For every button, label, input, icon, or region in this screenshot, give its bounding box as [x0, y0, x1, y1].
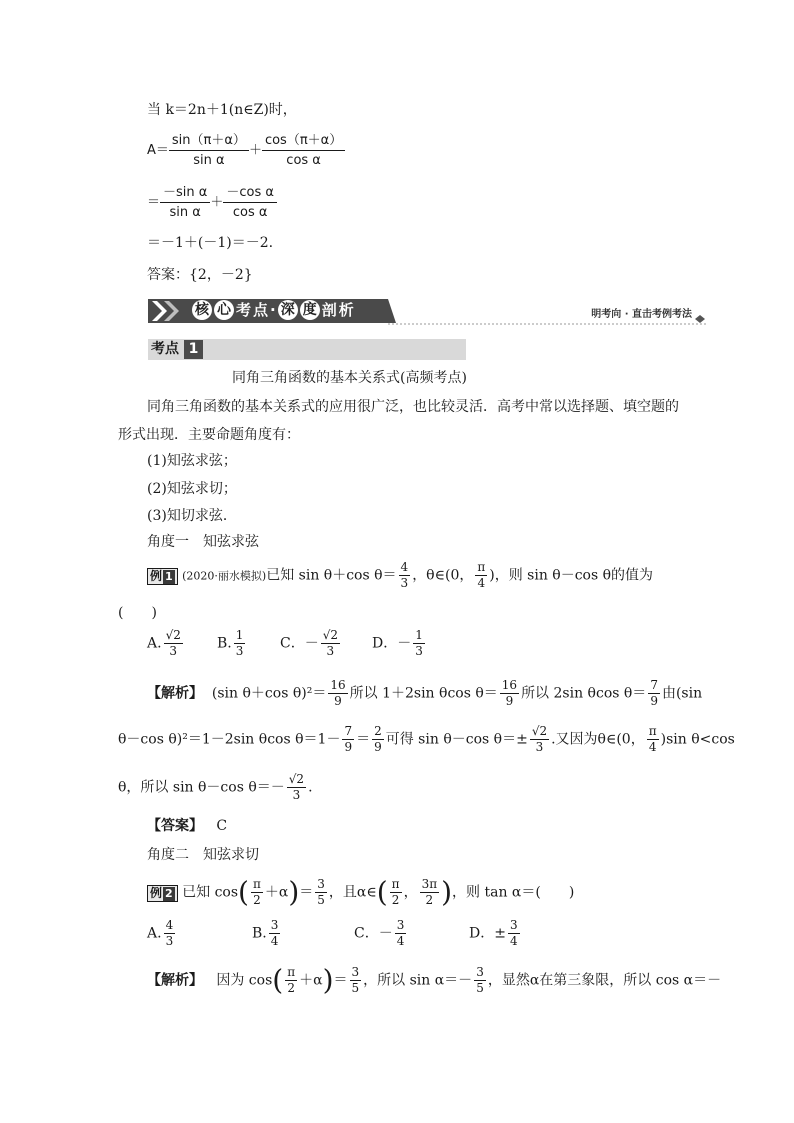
banner-char: 析	[338, 301, 354, 319]
fraction: $\frac{7}{9}$	[650, 678, 658, 708]
example1-blank: ( )	[118, 605, 157, 621]
fraction: $\frac{\pi}{4}$	[477, 560, 486, 590]
fraction: $\frac{1}{3}$	[235, 628, 244, 658]
section-title: 同角三角函数的基本关系式(高频考点)	[232, 370, 467, 386]
fraction: $\frac{3}{5}$	[317, 877, 325, 907]
step2-expression: ＝ $\frac{\text{－sin α}}{\text{sin α}}$ ＋ $\frac{\text{－cos α}}{\text{cos α}}$	[147, 183, 277, 222]
solution1-line1: 【解析】 (sin θ＋cos θ)²＝ $\frac{16}{9}$ 所以 1＋2sin θcos θ＝ $\frac{16}{9}$ 所以 2sin θcos θ＝ $\frac{7}{9}$ 由(sin	[147, 678, 703, 708]
daan-value: C	[216, 818, 228, 834]
option-A[interactable]: A. $\frac{√2}{3}$	[147, 628, 181, 658]
fraction: $\frac{1}{3}$	[415, 628, 423, 658]
option-D[interactable]: D．－ $\frac{1}{3}$	[372, 628, 423, 658]
angle-item: (1)知弦求弦；	[147, 453, 237, 469]
fraction: $\frac{2}{9}$	[374, 724, 382, 754]
intro-line-2: 形式出现．主要命题角度有：	[118, 427, 300, 443]
fraction: $\frac{\cos(\pi+\alpha)}{\text{cos α}}$	[262, 131, 345, 170]
fraction: $\frac{4}{3}$	[165, 918, 174, 948]
fraction: $\frac{3}{5}$	[351, 965, 360, 995]
fraction: $\frac{\sin(\pi+\alpha)}{\text{sin α}}$	[169, 131, 249, 170]
option-A[interactable]: A. $\frac{4}{3}$	[147, 918, 174, 948]
example2-question: 例 2 已知 cos( $\frac{\pi}{2}$ ＋α)＝ $\frac{3}{5}$ ，且α∈( $\frac{\pi}{2}$ ， $\frac{3\pi}{2}$ )，则 tan α＝( )	[147, 877, 574, 908]
fraction: $\frac{√2}{3}$	[165, 628, 181, 658]
answer1-line	[147, 817, 227, 835]
kaodian-bar	[148, 339, 466, 360]
option-C[interactable]: C．－ $\frac{3}{4}$	[354, 918, 405, 948]
section-banner	[148, 297, 708, 325]
fraction: $\frac{\pi}{4}$	[648, 724, 657, 754]
option-D[interactable]: D．± $\frac{3}{4}$	[469, 918, 518, 948]
A-eq: A＝	[147, 143, 169, 158]
example-tag: 例 1	[147, 568, 178, 585]
step3-line: ＝－1＋(－1)＝－2.	[147, 235, 274, 251]
A-expression: A＝ $\frac{\sin(\pi+\alpha)}{\text{sin α}}$ ＋ $\frac{\cos(\pi+\alpha)}{\text{cos α}}$	[147, 131, 345, 170]
fraction: $\frac{7}{9}$	[344, 724, 353, 754]
fraction: $\frac{4}{3}$	[400, 560, 409, 590]
banner-char: 度	[300, 300, 320, 320]
answer-line: 答案：{2，－2}	[147, 267, 253, 283]
banner-title	[192, 300, 354, 320]
banner-char: 核	[192, 300, 212, 320]
fraction: $\frac{3}{5}$	[476, 965, 484, 995]
angle-item: (2)知弦求切；	[147, 481, 237, 497]
fraction: $\frac{\text{－sin α}}{\text{sin α}}$	[160, 183, 210, 222]
example1-question: 例 1 (2020·丽水模拟)已知 sin θ＋cos θ＝ $\frac{4}{3}$ ，θ∈(0， $\frac{\pi}{4}$ )，则 sin θ－cos θ的值为	[147, 560, 653, 591]
option-C[interactable]: C．－ $\frac{√2}{3}$	[280, 628, 338, 658]
angle-item: (3)知切求弦．	[147, 508, 237, 524]
fraction: $\frac{16}{9}$	[501, 678, 518, 708]
jiexi-label: 【解析】	[147, 972, 203, 989]
case-line: 当 k＝2n＋1(n∈Z)时，	[147, 102, 297, 118]
banner-char: ·	[270, 301, 276, 319]
banner-char: 深	[278, 300, 298, 320]
option-B[interactable]: B. $\frac{1}{3}$	[217, 628, 244, 658]
fraction: $\frac{\text{－cos α}}{\text{cos α}}$	[223, 183, 277, 222]
fraction: $\frac{3}{4}$	[270, 918, 279, 948]
banner-char: 点	[253, 301, 269, 319]
fraction: $\frac{√2}{3}$	[288, 772, 305, 802]
angle2-title: 角度二 知弦求切	[147, 847, 259, 863]
banner-char: 剖	[321, 301, 337, 319]
fraction: $\frac{\pi}{2}$	[252, 877, 261, 907]
fraction: $\frac{\pi}{2}$	[287, 965, 296, 995]
fraction: $\frac{3}{4}$	[396, 918, 405, 948]
fraction: $\frac{3}{4}$	[509, 918, 518, 948]
solution1-line3: θ，所以 sin θ－cos θ＝－ $\frac{√2}{3}$ .	[118, 772, 313, 802]
fraction: $\frac{√2}{3}$	[322, 628, 338, 658]
solution2-line1: 【解析】 因为 cos( $\frac{\pi}{2}$ ＋α)＝ $\frac{3}{5}$ ，所以 sin α＝－ $\frac{3}{5}$ ，显然α在第三象限，所以 cos α＝－	[147, 963, 722, 997]
example-tag: 例 2	[147, 885, 178, 902]
intro-line-1: 同角三角函数的基本关系式的应用很广泛，也比较灵活．高考中常以选择题、填空题的	[147, 399, 679, 415]
fraction: $\frac{√2}{3}$	[531, 724, 548, 754]
solution1-line2: θ－cos θ)²＝1－2sin θcos θ＝1－ $\frac{7}{9}$ ＝ $\frac{2}{9}$ 可得 sin θ－cos θ＝± $\frac{√2}{3}$ .又因为θ∈(0， $\frac{\pi}{4}$ )sin θ<cos	[118, 724, 735, 754]
kaodian-number: 1	[184, 340, 203, 359]
kaodian-label: 考点	[151, 341, 179, 357]
fraction: $\frac{16}{9}$	[330, 678, 346, 708]
angle1-title: 角度一 知弦求弦	[147, 534, 259, 550]
option-B[interactable]: B. $\frac{3}{4}$	[252, 918, 279, 948]
jiexi-label: 【解析】	[147, 685, 203, 702]
banner-char: 心	[214, 300, 234, 320]
daan-label: 【答案】	[147, 818, 203, 834]
example-source: (2020·丽水模拟)	[182, 569, 267, 583]
fraction: $\frac{3\pi}{2}$	[421, 877, 438, 907]
fraction: $\frac{\pi}{2}$	[391, 877, 400, 907]
banner-subtitle: 明考向 · 直击考例考法	[591, 309, 692, 320]
banner-char: 考	[236, 301, 252, 319]
